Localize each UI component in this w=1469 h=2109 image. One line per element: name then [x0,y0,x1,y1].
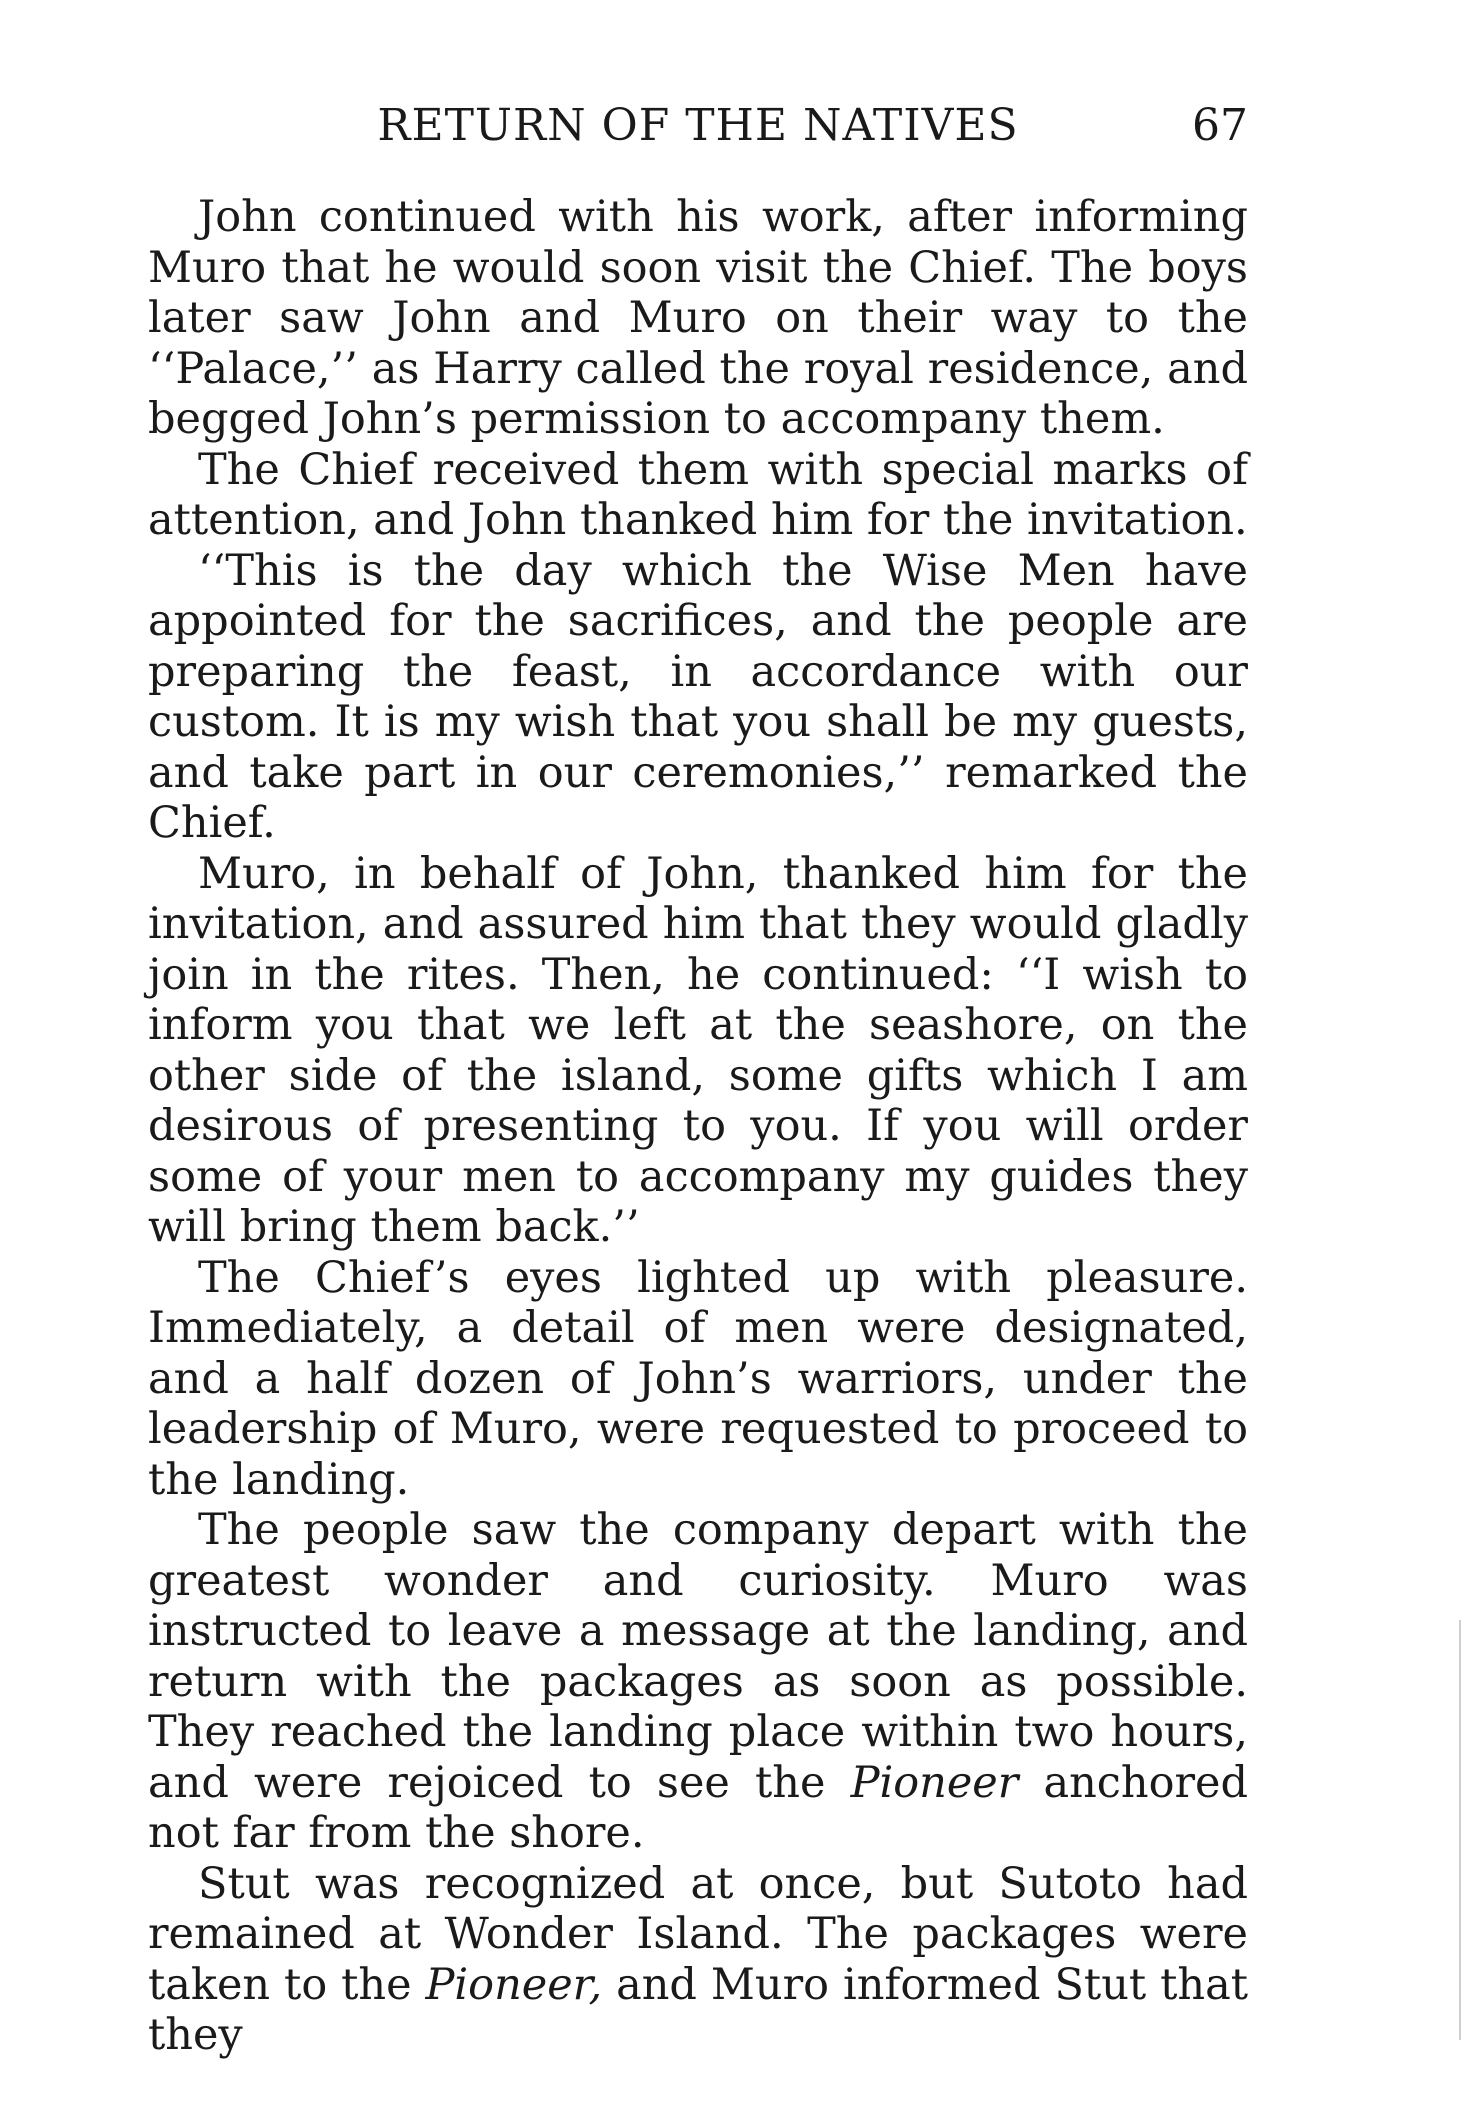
paragraph-5: The Chief’s eyes lighted up with pleasure. Immediately, a detail of men were designated, and a half dozen of John’s warriors, under the leadership of Muro, were requested to proceed to the landing. [148,1252,1248,1505]
paragraph-7-text-end: and Muro informed Stut that they [148,1959,1248,2060]
page-header [148,96,1248,156]
page-number: 67 [1192,100,1248,151]
paragraph-2: The Chief received them with special marks of attention, and John thanked him for the invitation. [148,444,1248,545]
paragraph-3: ‘‘This is the day which the Wise Men have appointed for the sacrifices, and the people are preparing the feast, in accordance with our custom. It is my wish that you shall be my guests, and take part in our ceremonies,’’ remarked the Chief. [148,545,1248,848]
paragraph-4: Muro, in behalf of John, thanked him for the invitation, and assured him that they would gladly join in the rites. Then, he continued: ‘‘I wish to inform you that we left at the seashore, on the other side of the island, some gifts which I am desirous of presenting to you. If you will order some of your men to accompany my guides they will bring them back.’’ [148,848,1248,1252]
paragraph-6-text-start: The people saw the company depart with the greatest wonder and curiosity. Muro was instructed to leave a message at the landing, and return with the packages as soon as possible. They reached the landing place within two hours, and were rejoiced to see the [148,1505,1248,1808]
body-text [148,192,1248,2061]
paragraph-6-text-end: anchored not far from the shore. [148,1757,1248,1858]
paragraph-1: John continued with his work, after informing Muro that he would soon visit the Chief. The boys later saw John and Muro on their way to the ‘‘Palace,’’ as Harry called the royal residence, and begged John’s permission to accompany them. [148,192,1248,444]
ship-name-italic: Pioneer, [425,1959,603,2010]
paragraph-6 [148,1505,1248,1859]
ship-name-italic: Pioneer [850,1757,1019,1808]
paragraph-7-text-start: Stut was recognized at once, but Sutoto had remained at Wonder Island. The packages were taken to the [148,1858,1248,2010]
paragraph-7 [148,1859,1248,2061]
page-edge-shadow [1459,1620,1461,2040]
running-head: RETURN OF THE NATIVES [377,100,1019,151]
